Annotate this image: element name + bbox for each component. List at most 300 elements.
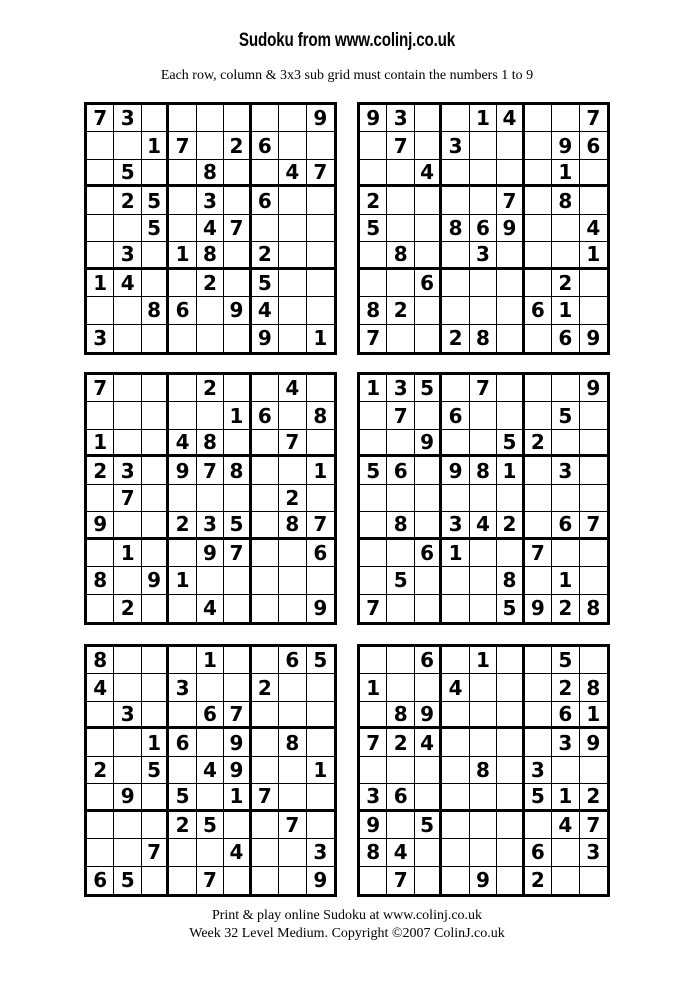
sudoku-cell (252, 595, 279, 622)
sudoku-cell (497, 485, 524, 512)
sudoku-cell (415, 784, 442, 811)
sudoku-cell (142, 457, 169, 484)
sudoku-cell (442, 375, 469, 402)
sudoku-cell: 4 (552, 812, 579, 839)
sudoku-cell: 3 (470, 242, 497, 269)
sudoku-cell (279, 867, 306, 894)
sudoku-cell (415, 187, 442, 214)
sudoku-cell (525, 729, 552, 756)
sudoku-cell (580, 485, 607, 512)
sudoku-cell (525, 647, 552, 674)
sudoku-cell: 5 (415, 812, 442, 839)
sudoku-cell (87, 297, 114, 324)
sudoku-cell (169, 215, 196, 242)
sudoku-cell (415, 457, 442, 484)
sudoku-cell: 1 (307, 457, 334, 484)
sudoku-cell (279, 105, 306, 132)
sudoku-cell: 5 (360, 457, 387, 484)
sudoku-cell (224, 160, 251, 187)
sudoku-cell: 2 (114, 595, 141, 622)
sudoku-cell (169, 270, 196, 297)
sudoku-cell (470, 784, 497, 811)
sudoku-cell (87, 729, 114, 756)
sudoku-cell (114, 674, 141, 701)
sudoku-cell: 7 (224, 215, 251, 242)
sudoku-cell (552, 485, 579, 512)
sudoku-cell: 1 (114, 540, 141, 567)
sudoku-cell: 2 (525, 430, 552, 457)
sudoku-cell (197, 132, 224, 159)
sudoku-cell: 6 (415, 270, 442, 297)
sudoku-cell (197, 297, 224, 324)
sudoku-cell: 6 (87, 867, 114, 894)
sudoku-cell (114, 325, 141, 352)
sudoku-cell: 5 (142, 187, 169, 214)
sudoku-cell: 7 (360, 729, 387, 756)
sudoku-cell (87, 160, 114, 187)
sudoku-cell: 5 (497, 430, 524, 457)
sudoku-cell (169, 867, 196, 894)
sudoku-cell: 7 (169, 132, 196, 159)
sudoku-cell: 8 (197, 160, 224, 187)
sudoku-cell: 5 (360, 215, 387, 242)
sudoku-cell: 6 (415, 540, 442, 567)
sudoku-cell: 7 (580, 812, 607, 839)
sudoku-cell: 7 (360, 595, 387, 622)
sudoku-grid-3 (84, 372, 337, 625)
sudoku-cell: 4 (87, 674, 114, 701)
sudoku-cell (415, 867, 442, 894)
sudoku-cell (497, 132, 524, 159)
sudoku-cell (279, 839, 306, 866)
sudoku-cell: 2 (197, 270, 224, 297)
sudoku-cell (87, 540, 114, 567)
sudoku-cell (142, 430, 169, 457)
sudoku-cell (279, 757, 306, 784)
sudoku-cell (415, 325, 442, 352)
sudoku-cell: 4 (252, 297, 279, 324)
sudoku-cell: 5 (415, 375, 442, 402)
sudoku-cell (525, 812, 552, 839)
sudoku-cell: 2 (442, 325, 469, 352)
sudoku-cell: 3 (114, 105, 141, 132)
sudoku-cell (252, 540, 279, 567)
sudoku-cell: 8 (497, 567, 524, 594)
sudoku-cell (252, 647, 279, 674)
sudoku-cell (387, 540, 414, 567)
sudoku-cell (497, 160, 524, 187)
sudoku-cell (497, 270, 524, 297)
sudoku-cell (580, 567, 607, 594)
sudoku-cell (252, 105, 279, 132)
sudoku-cell (497, 375, 524, 402)
sudoku-cell: 6 (580, 132, 607, 159)
sudoku-cell (580, 540, 607, 567)
sudoku-cell: 9 (313, 868, 328, 893)
sudoku-cell (360, 540, 387, 567)
sudoku-cell: 5 (552, 647, 579, 674)
footer-line-1: Print & play online Sudoku at www.colinj.co.uk (211, 908, 483, 923)
sudoku-cell (497, 325, 524, 352)
sudoku-cell (197, 325, 224, 352)
sudoku-cell: 8 (197, 242, 224, 269)
sudoku-cell: 9 (142, 567, 169, 594)
sudoku-cell: 1 (497, 457, 524, 484)
sudoku-cell (307, 375, 334, 402)
sudoku-cell: 2 (87, 457, 114, 484)
sudoku-cell (224, 325, 251, 352)
sudoku-cell: 8 (580, 674, 607, 701)
sudoku-cell (169, 187, 196, 214)
sudoku-cell: 4 (114, 270, 141, 297)
sudoku-cell (497, 729, 524, 756)
sudoku-cell: 9 (224, 297, 251, 324)
sudoku-cell: 9 (87, 512, 114, 539)
sudoku-cell: 2 (387, 297, 414, 324)
sudoku-cell: 4 (415, 729, 442, 756)
sudoku-cell: 1 (552, 160, 579, 187)
sudoku-cell: 7 (470, 375, 497, 402)
sudoku-cell (169, 839, 196, 866)
sudoku-cell (87, 485, 114, 512)
sudoku-cell: 7 (114, 485, 141, 512)
sudoku-cell (142, 784, 169, 811)
sudoku-cell (552, 242, 579, 269)
sudoku-cell: 7 (279, 430, 306, 457)
sudoku-cell: 8 (224, 457, 251, 484)
sudoku-cell: 3 (442, 512, 469, 539)
sudoku-cell: 8 (279, 729, 306, 756)
sudoku-cell (224, 647, 251, 674)
sudoku-cell (360, 702, 387, 729)
sudoku-cell (360, 430, 387, 457)
sudoku-cell: 7 (307, 160, 334, 187)
sudoku-cell: 7 (497, 187, 524, 214)
sudoku-cell (387, 674, 414, 701)
sudoku-cell (279, 784, 306, 811)
sudoku-cell (415, 297, 442, 324)
sudoku-cell: 9 (169, 457, 196, 484)
sudoku-cell: 7 (87, 105, 114, 132)
sudoku-cell (415, 105, 442, 132)
sudoku-cell (470, 567, 497, 594)
sudoku-cell (279, 270, 306, 297)
sudoku-grid-4 (357, 372, 610, 625)
sudoku-cell: 1 (580, 242, 607, 269)
sudoku-cell: 3 (580, 839, 607, 866)
sudoku-cell: 7 (580, 105, 607, 132)
sudoku-cell (360, 270, 387, 297)
sudoku-cell: 5 (525, 784, 552, 811)
sudoku-cell (525, 485, 552, 512)
sudoku-cell (114, 402, 141, 429)
sudoku-cell (252, 215, 279, 242)
sudoku-cell: 5 (497, 595, 524, 622)
sudoku-cell (169, 375, 196, 402)
sudoku-cell (360, 402, 387, 429)
sudoku-cell (252, 757, 279, 784)
sudoku-cell (279, 567, 306, 594)
sudoku-cell (224, 485, 251, 512)
sudoku-cell (470, 839, 497, 866)
sudoku-cell (114, 757, 141, 784)
sudoku-cell: 6 (552, 702, 579, 729)
sudoku-cell (387, 187, 414, 214)
sudoku-cell: 1 (552, 784, 579, 811)
sudoku-cell (279, 595, 306, 622)
sudoku-cell (387, 812, 414, 839)
sudoku-cell (142, 160, 169, 187)
sudoku-cell (580, 757, 607, 784)
sudoku-cell: 7 (197, 867, 224, 894)
sudoku-cell (169, 160, 196, 187)
sudoku-cell (87, 784, 114, 811)
sudoku-cell (114, 812, 141, 839)
sudoku-cell (224, 595, 251, 622)
sudoku-cell (87, 839, 114, 866)
sudoku-cell (307, 430, 334, 457)
sudoku-cell (114, 132, 141, 159)
sudoku-cell (279, 215, 306, 242)
sudoku-cell: 8 (279, 512, 306, 539)
sudoku-cell: 1 (169, 242, 196, 269)
sudoku-cell: 4 (580, 215, 607, 242)
sudoku-cell (252, 867, 279, 894)
sudoku-cell: 8 (197, 430, 224, 457)
sudoku-cell: 5 (114, 160, 141, 187)
sudoku-cell (197, 485, 224, 512)
sudoku-cell (415, 132, 442, 159)
sudoku-cell (497, 784, 524, 811)
sudoku-cell (142, 867, 169, 894)
sudoku-cell (360, 757, 387, 784)
sudoku-cell (114, 729, 141, 756)
sudoku-cell (525, 512, 552, 539)
sudoku-cell (580, 457, 607, 484)
sudoku-cell (142, 702, 169, 729)
sudoku-cell (415, 674, 442, 701)
sudoku-cell (307, 270, 334, 297)
sudoku-cell: 6 (470, 215, 497, 242)
sudoku-cell (360, 485, 387, 512)
sudoku-cell (360, 512, 387, 539)
sudoku-cell: 7 (142, 839, 169, 866)
sudoku-cell: 4 (197, 595, 224, 622)
sudoku-cell (307, 784, 334, 811)
sudoku-cell: 3 (360, 784, 387, 811)
sudoku-cell (279, 674, 306, 701)
sudoku-cell (525, 270, 552, 297)
sudoku-cell: 2 (497, 512, 524, 539)
sudoku-cell (497, 839, 524, 866)
sudoku-cell: 3 (114, 702, 141, 729)
sudoku-cell (497, 242, 524, 269)
sudoku-cell: 9 (313, 596, 328, 621)
sudoku-cell (442, 430, 469, 457)
sudoku-cell (224, 430, 251, 457)
sudoku-cell (307, 812, 334, 839)
sudoku-cell (470, 270, 497, 297)
sudoku-cell (470, 729, 497, 756)
sudoku-cell: 3 (87, 325, 114, 352)
sudoku-cell: 6 (197, 702, 224, 729)
sudoku-cell: 2 (197, 375, 224, 402)
sudoku-cell: 6 (252, 402, 279, 429)
sudoku-cell: 9 (307, 105, 334, 132)
sudoku-cell: 3 (169, 674, 196, 701)
sudoku-cell: 2 (252, 674, 279, 701)
sudoku-cell (169, 702, 196, 729)
sudoku-cell (580, 867, 607, 894)
sudoku-cell (307, 215, 334, 242)
sudoku-cell (114, 215, 141, 242)
sudoku-cell: 3 (197, 512, 224, 539)
sudoku-cell (497, 647, 524, 674)
sudoku-cell: 7 (224, 702, 251, 729)
sudoku-cell (360, 132, 387, 159)
sudoku-cell: 7 (87, 375, 114, 402)
sudoku-cell: 4 (470, 512, 497, 539)
sudoku-cell: 5 (142, 215, 169, 242)
sudoku-cell (142, 512, 169, 539)
sudoku-cell (252, 729, 279, 756)
sudoku-cell: 7 (387, 132, 414, 159)
sudoku-cell (470, 187, 497, 214)
sudoku-cell (142, 402, 169, 429)
sudoku-cell (387, 485, 414, 512)
sudoku-cell: 2 (279, 485, 306, 512)
sudoku-cell (470, 430, 497, 457)
sudoku-cell (279, 540, 306, 567)
sudoku-cell: 3 (525, 757, 552, 784)
sudoku-cell: 7 (197, 457, 224, 484)
sudoku-cell (442, 297, 469, 324)
sudoku-cell: 5 (114, 867, 141, 894)
sudoku-cell (387, 647, 414, 674)
sudoku-cell (580, 402, 607, 429)
sudoku-cell: 8 (470, 457, 497, 484)
sudoku-cell: 7 (580, 512, 607, 539)
sudoku-cell: 6 (169, 729, 196, 756)
sudoku-cell: 7 (387, 402, 414, 429)
sudoku-cell (525, 457, 552, 484)
sudoku-cell (387, 160, 414, 187)
sudoku-cell (142, 270, 169, 297)
sudoku-cell: 6 (307, 540, 334, 567)
sudoku-cell (224, 187, 251, 214)
sudoku-cell (497, 757, 524, 784)
sudoku-cell (197, 402, 224, 429)
sudoku-cell: 2 (360, 187, 387, 214)
sudoku-cell: 1 (470, 647, 497, 674)
sudoku-cell (552, 839, 579, 866)
sudoku-cell: 2 (224, 132, 251, 159)
sudoku-cell (279, 132, 306, 159)
sudoku-cell (142, 105, 169, 132)
sudoku-cell: 6 (252, 132, 279, 159)
sudoku-cell (197, 784, 224, 811)
sudoku-cell: 3 (307, 839, 334, 866)
sudoku-cell (169, 757, 196, 784)
sudoku-cell (142, 647, 169, 674)
sudoku-cell: 1 (224, 402, 251, 429)
sudoku-cell: 4 (279, 375, 306, 402)
sudoku-cell: 3 (442, 132, 469, 159)
sudoku-cell (224, 270, 251, 297)
sudoku-cell (252, 512, 279, 539)
sudoku-cell (114, 430, 141, 457)
sudoku-cell: 5 (252, 270, 279, 297)
sudoku-cell: 2 (252, 242, 279, 269)
sudoku-cell (387, 430, 414, 457)
sudoku-cell (252, 457, 279, 484)
sudoku-cell: 6 (525, 839, 552, 866)
sudoku-cell: 7 (279, 812, 306, 839)
sudoku-cell (169, 485, 196, 512)
sudoku-cell (360, 160, 387, 187)
sudoku-cell: 6 (442, 402, 469, 429)
sudoku-cell: 6 (552, 512, 579, 539)
sudoku-cell (307, 187, 334, 214)
sudoku-cell (279, 242, 306, 269)
sudoku-cell (360, 647, 387, 674)
sudoku-cell (252, 812, 279, 839)
sudoku-cell: 9 (360, 812, 387, 839)
sudoku-cell (197, 105, 224, 132)
sudoku-cell (525, 187, 552, 214)
sudoku-cell (442, 160, 469, 187)
sudoku-cell (224, 567, 251, 594)
sudoku-cell (279, 402, 306, 429)
sudoku-cell (580, 270, 607, 297)
sudoku-cell: 9 (580, 729, 607, 756)
sudoku-cell: 2 (114, 187, 141, 214)
sudoku-cell: 2 (169, 812, 196, 839)
sudoku-cell (442, 812, 469, 839)
sudoku-cell: 4 (197, 757, 224, 784)
sudoku-cell: 9 (224, 757, 251, 784)
sudoku-cell: 2 (525, 867, 552, 894)
sudoku-cell (470, 160, 497, 187)
sudoku-cell (580, 430, 607, 457)
sudoku-cell: 2 (552, 595, 579, 622)
sudoku-cell: 8 (360, 839, 387, 866)
sudoku-cell (252, 430, 279, 457)
sudoku-cell (197, 729, 224, 756)
sudoku-cell (525, 375, 552, 402)
sudoku-cell (470, 297, 497, 324)
sudoku-cell: 9 (497, 215, 524, 242)
sudoku-cell (307, 132, 334, 159)
sudoku-cell (442, 567, 469, 594)
sudoku-cell: 8 (470, 757, 497, 784)
sudoku-cell (279, 702, 306, 729)
sudoku-grid-1 (84, 102, 337, 355)
sudoku-cell (87, 402, 114, 429)
sudoku-cell: 6 (525, 297, 552, 324)
sudoku-cell: 4 (279, 160, 306, 187)
sudoku-cell: 4 (415, 160, 442, 187)
sudoku-cell (307, 485, 334, 512)
sudoku-cell (580, 647, 607, 674)
sudoku-cell: 4 (197, 215, 224, 242)
sudoku-cell: 6 (415, 647, 442, 674)
sudoku-cell (114, 839, 141, 866)
sudoku-cell (142, 375, 169, 402)
sudoku-cell: 6 (387, 457, 414, 484)
sudoku-cell (87, 215, 114, 242)
sudoku-cell (497, 297, 524, 324)
